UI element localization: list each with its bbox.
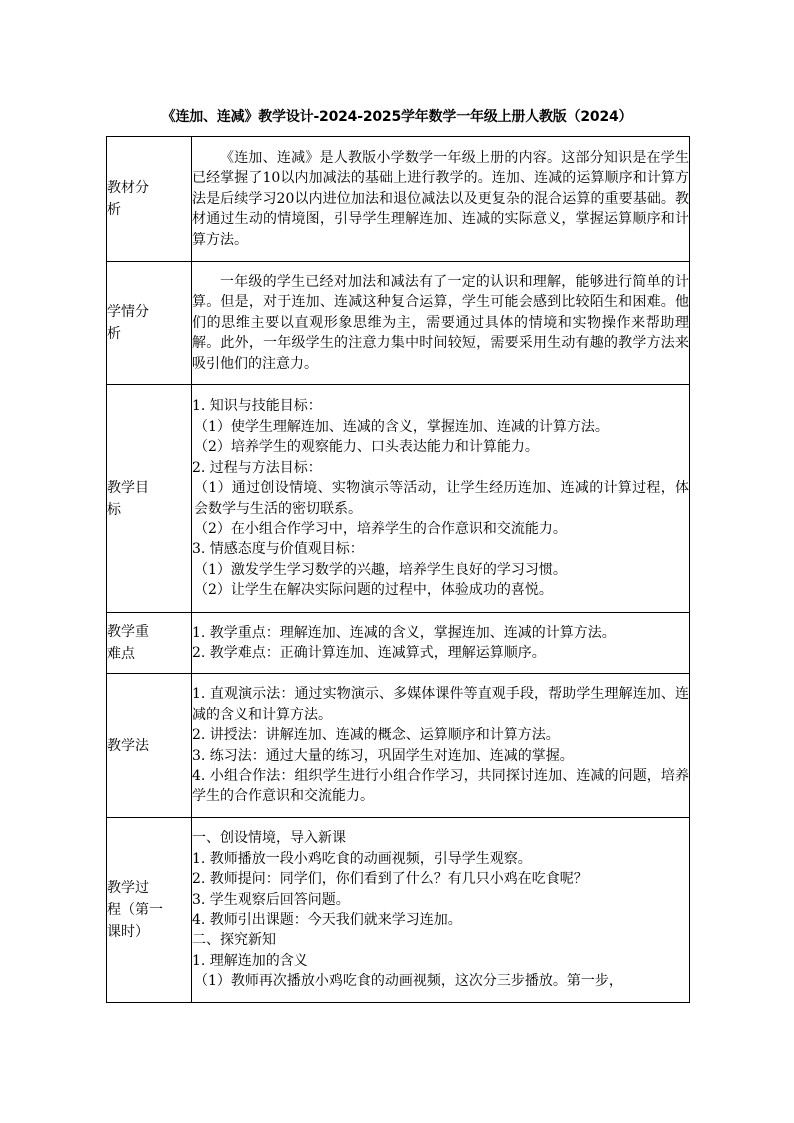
row-label-line: 学情分	[107, 304, 149, 320]
content-line: 一、创设情境，导入新课	[192, 830, 346, 847]
content-paragraph: 一年级的学生已经对加法和减法有了一定的认识和理解，能够进行简单的计算。但是，对于连加、连减这种复合运算，学生可能会感到比较陌生和困难。他们的思维主要以直观形象思维为主，需要通过具体的情境和实物操作来帮助理解。此外，一年级学生的注意力集中时间较短，需要采用生动有趣的教学方法来吸引他们的注意力。	[192, 273, 689, 372]
row-label-line: 析	[107, 202, 121, 218]
table-row-teaching-objectives	[107, 385, 690, 613]
content-line: （1）使学生理解连加、连减的含义，掌握连加、连减的计算方法。	[194, 418, 609, 435]
content-line: 2. 讲授法：讲解连加、连减的概念、运算顺序和计算方法。	[192, 727, 560, 744]
row-content	[192, 818, 690, 1003]
lesson-plan-table	[106, 136, 690, 1003]
content-line: 3. 学生观察后回答问题。	[192, 891, 350, 908]
row-label-line: 标	[107, 501, 121, 518]
row-label	[107, 262, 192, 385]
content-line: 3. 情感态度与价值观目标：	[192, 541, 364, 558]
table-row-teaching-process	[107, 818, 690, 1003]
content-line: 1. 理解连加的含义	[192, 952, 308, 969]
content-line: 二、探究新知	[192, 932, 276, 949]
row-label-line: 教材分	[107, 180, 149, 196]
row-content	[192, 262, 690, 385]
row-label-line: 析	[107, 326, 121, 342]
row-label-line: 教学过	[107, 880, 149, 896]
content-line: 4. 小组合作法：组织学生进行小组合作学习，共同探讨连加、连减的问题，培养学生的合作意识和交流能力。	[192, 767, 689, 805]
content-line: 2. 过程与方法目标：	[192, 459, 322, 476]
content-line: 1. 直观演示法：通过实物演示、多媒体课件等直观手段，帮助学生理解连加、连减的含义和计算方法。	[192, 686, 689, 723]
row-content	[192, 385, 690, 613]
row-label	[107, 613, 192, 674]
row-label-line: 课时）	[107, 924, 149, 940]
content-line: （1）通过创设情境、实物演示等活动，让学生经历连加、连减的计算过程，体会数学与生活的密切联系。	[194, 480, 689, 517]
content-line: （2）让学生在解决实际问题的过程中，体验成功的喜悦。	[194, 582, 553, 599]
row-content	[192, 674, 690, 818]
row-label-line: 程（第一	[107, 902, 163, 918]
row-content	[192, 613, 690, 674]
row-label-line: 教学法	[107, 737, 149, 754]
content-line: （1）教师再次播放小鸡吃食的动画视频，这次分三步播放。第一步，	[194, 973, 623, 990]
content-line: 3. 练习法：通过大量的练习，巩固学生对连加、连减的掌握。	[192, 747, 574, 764]
table-row-key-difficult-points	[107, 613, 690, 674]
row-label	[107, 385, 192, 613]
row-label-line: 教学目	[107, 479, 149, 496]
row-label-line: 教学重	[107, 624, 149, 640]
content-line: （2）培养学生的观察能力、口头表达能力和计算能力。	[194, 439, 539, 456]
row-label	[107, 137, 192, 262]
content-line: 1. 教学重点：理解连加、连减的含义，掌握连加、连减的计算方法。	[192, 624, 616, 641]
content-line: 2. 教师提问：同学们，你们看到了什么？有几只小鸡在吃食呢？	[192, 871, 588, 888]
content-line: （1）激发学生学习数学的兴趣，培养学生良好的学习习惯。	[194, 561, 567, 578]
row-label-line: 难点	[107, 646, 135, 662]
table-row-student-analysis	[107, 262, 690, 385]
row-content	[192, 137, 690, 262]
row-label	[107, 818, 192, 1003]
content-paragraph: 《连加、连减》是人教版小学数学一年级上册的内容。这部分知识是在学生已经掌握了10以内加减法的基础上进行教学的。连加、连减的运算顺序和计算方法是后续学习20以内进位加法和退位减法以及更复杂的混合运算的重要基础。教材通过生动的情境图，引导学生理解连加、连减的实际意义，掌握运算顺序和计算方法。	[192, 149, 689, 248]
table-row-teaching-methods	[107, 674, 690, 818]
content-line: 1. 知识与技能目标：	[192, 398, 322, 415]
document-title: 《连加、连减》教学设计-2024-2025学年数学一年级上册人教版（2024）	[161, 109, 633, 125]
content-line: 4. 教师引出课题：今天我们就来学习连加。	[192, 912, 462, 928]
table-row-textbook-analysis	[107, 137, 690, 262]
content-line: 2. 教学难点：正确计算连加、连减算式，理解运算顺序。	[192, 645, 546, 661]
content-line: 1. 教师播放一段小鸡吃食的动画视频，引导学生观察。	[192, 850, 532, 867]
content-line: （2）在小组合作学习中，培养学生的合作意识和交流能力。	[194, 520, 567, 537]
row-label	[107, 674, 192, 818]
